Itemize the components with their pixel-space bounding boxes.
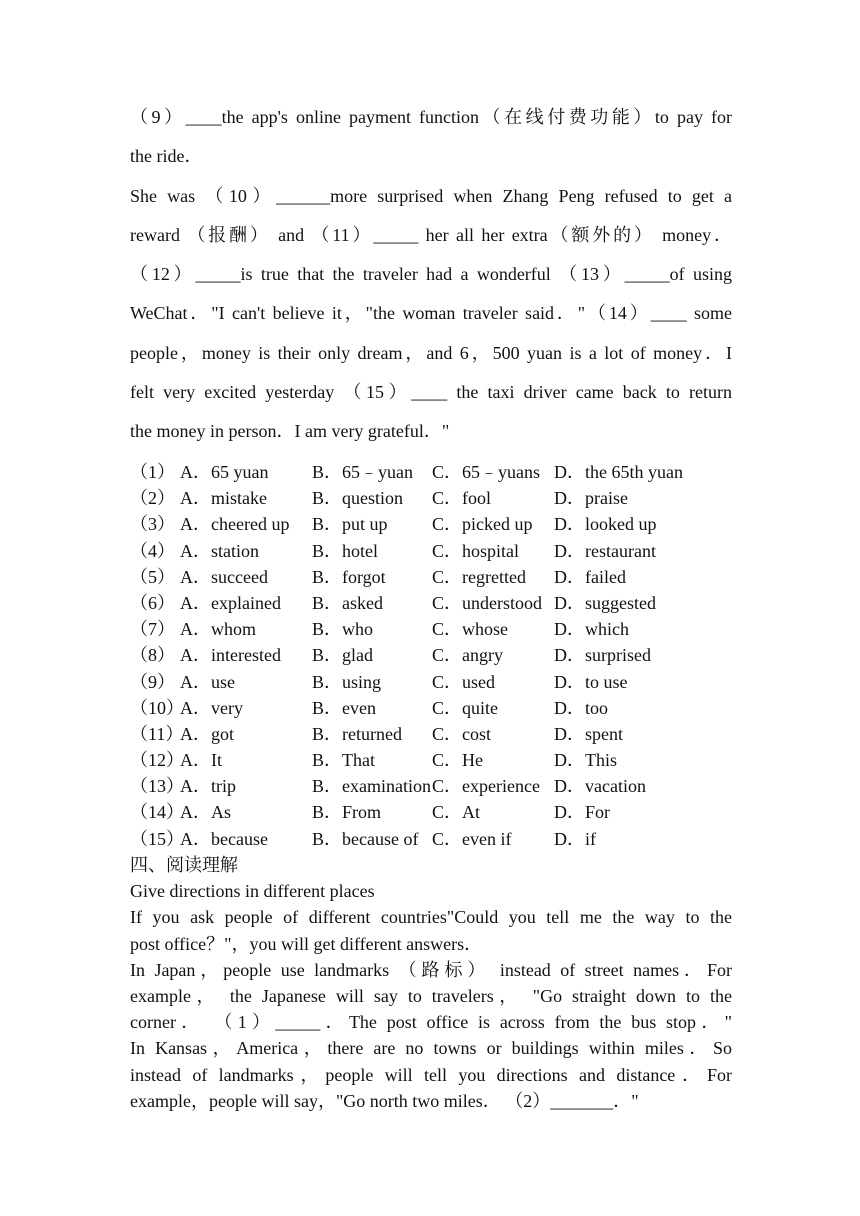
option-a: A．mistake (180, 488, 267, 509)
option-d: D．vacation (554, 776, 646, 797)
option-number: （14） (130, 802, 184, 823)
option-a: A．got (180, 723, 234, 744)
reading-line: corner． （1）_____．The post office is across from the bus stop．" (130, 1012, 732, 1033)
reading-line: example， the Japanese will say to travelers， "Go straight down to the (130, 985, 732, 1006)
option-d: D．praise (554, 488, 628, 509)
option-row (130, 590, 750, 616)
option-number: （3） (130, 514, 175, 535)
option-d: D．which (554, 619, 629, 640)
option-c: C．even if (432, 828, 512, 849)
option-row (130, 826, 750, 852)
option-d: D．This (554, 750, 617, 771)
option-d: D．to use (554, 671, 628, 692)
passage-line: She was （10）______more surprised when Zhang Peng refused to get a (130, 185, 732, 206)
reading-line: instead of landmarks，people will tell you directions and distance．For (130, 1064, 732, 1085)
option-number: （1） (130, 462, 175, 482)
option-a: A．because (180, 828, 268, 849)
answer-options-list (130, 459, 750, 852)
option-c: C．fool (432, 488, 492, 509)
option-a: A．station (180, 540, 259, 561)
option-c: C．regretted (432, 566, 526, 587)
option-a: A．As (180, 802, 232, 823)
option-b: B．examination (312, 776, 431, 797)
option-row (130, 459, 750, 485)
option-a: A．whom (180, 619, 256, 640)
option-number: （9） (130, 671, 175, 692)
option-a: A．interested (180, 645, 281, 666)
option-b: B．even (312, 697, 376, 718)
option-number: （13） (130, 776, 184, 797)
option-d: D．too (554, 697, 608, 718)
option-a: A．65 yuan (180, 462, 269, 482)
option-b: B．glad (312, 645, 373, 666)
option-row (130, 616, 750, 642)
option-b: B．using (312, 671, 382, 692)
option-a: A．very (180, 697, 243, 718)
option-row (130, 485, 750, 511)
option-b: B．From (312, 802, 382, 823)
option-b: B．question (312, 488, 404, 509)
option-a: A．succeed (180, 566, 268, 587)
option-b: B．put up (312, 514, 388, 535)
option-b: B．forgot (312, 566, 386, 587)
option-b: B．That (312, 750, 375, 771)
option-row (130, 799, 750, 825)
passage-line: reward （报酬） and （11）_____ her all her extra（额外的） money． (130, 224, 732, 245)
reading-line: example，people will say，"Go north two miles． （2）_______．" (130, 1090, 639, 1111)
option-a: A．cheered up (180, 514, 290, 535)
option-d: D．restaurant (554, 540, 656, 561)
option-d: D．spent (554, 723, 623, 744)
passage-line: felt very excited yesterday （15）____ the taxi driver came back to return (130, 382, 732, 403)
option-number: （5） (130, 566, 175, 587)
reading-section (130, 852, 732, 1114)
option-b: B．returned (312, 723, 402, 744)
option-b: B．asked (312, 592, 383, 613)
option-row (130, 721, 750, 747)
passage-line: （9）____the app's online payment function（在线付费功能）to pay for (130, 107, 732, 127)
option-c: C．cost (432, 723, 492, 744)
option-c: C．angry (432, 645, 503, 666)
option-d: D．surprised (554, 645, 651, 666)
passage-line: the money in person．I am very grateful．" (130, 421, 450, 442)
option-c: C．quite (432, 697, 498, 718)
option-row (130, 564, 750, 590)
option-a: A．It (180, 750, 222, 771)
option-number: （2） (130, 488, 175, 509)
option-d: D．failed (554, 566, 626, 587)
cloze-passage (130, 98, 732, 452)
option-c: C．65﹣yuans (432, 462, 540, 482)
option-row (130, 642, 750, 668)
reading-line: In Kansas，America，there are no towns or buildings within miles．So (130, 1038, 732, 1059)
option-d: D．the 65th yuan (554, 462, 683, 482)
option-d: D．suggested (554, 592, 656, 613)
option-number: （4） (130, 540, 175, 561)
option-a: A．explained (180, 592, 281, 613)
option-c: C．used (432, 671, 495, 692)
option-row (130, 773, 750, 799)
option-c: C．He (432, 750, 483, 771)
reading-line: If you ask people of different countries"Could you tell me the way to the (130, 907, 732, 928)
option-a: A．trip (180, 776, 236, 797)
passage-line: the ride． (130, 146, 203, 167)
option-row (130, 538, 750, 564)
option-row (130, 511, 750, 537)
option-number: （10） (130, 697, 184, 718)
passage-line: WeChat．"I can't believe it，"the woman traveler said．"（14）____ some (130, 303, 732, 324)
section-heading: 四、阅读理解 (130, 855, 238, 875)
option-number: （6） (130, 592, 175, 613)
option-number: （15） (130, 828, 184, 849)
option-row (130, 669, 750, 695)
option-b: B．hotel (312, 540, 378, 561)
option-b: B．65﹣yuan (312, 462, 413, 482)
option-c: C．At (432, 802, 481, 823)
passage-line: people，money is their only dream，and 6，500 yuan is a lot of money．I (130, 342, 732, 363)
option-d: D．For (554, 802, 611, 823)
option-row (130, 695, 750, 721)
option-c: C．whose (432, 619, 508, 640)
option-number: （8） (130, 645, 175, 666)
option-number: （11） (130, 723, 184, 744)
option-c: C．experience (432, 776, 540, 797)
option-a: A．use (180, 671, 235, 692)
option-d: D．if (554, 828, 596, 849)
option-number: （7） (130, 619, 175, 640)
option-b: B．who (312, 619, 374, 640)
option-c: C．understood (432, 592, 542, 613)
option-row (130, 747, 750, 773)
reading-title: Give directions in different places (130, 881, 375, 902)
passage-line: （12）_____is true that the traveler had a wonderful （13）_____of using (130, 264, 732, 285)
option-b: B．because of (312, 828, 419, 849)
reading-line: In Japan，people use landmarks （路标） instead of street names．For (130, 959, 732, 980)
option-c: C．hospital (432, 540, 520, 561)
reading-line: post office？"，you will get different answers． (130, 933, 483, 954)
option-number: （12） (130, 750, 184, 771)
option-d: D．looked up (554, 514, 657, 535)
option-c: C．picked up (432, 514, 533, 535)
